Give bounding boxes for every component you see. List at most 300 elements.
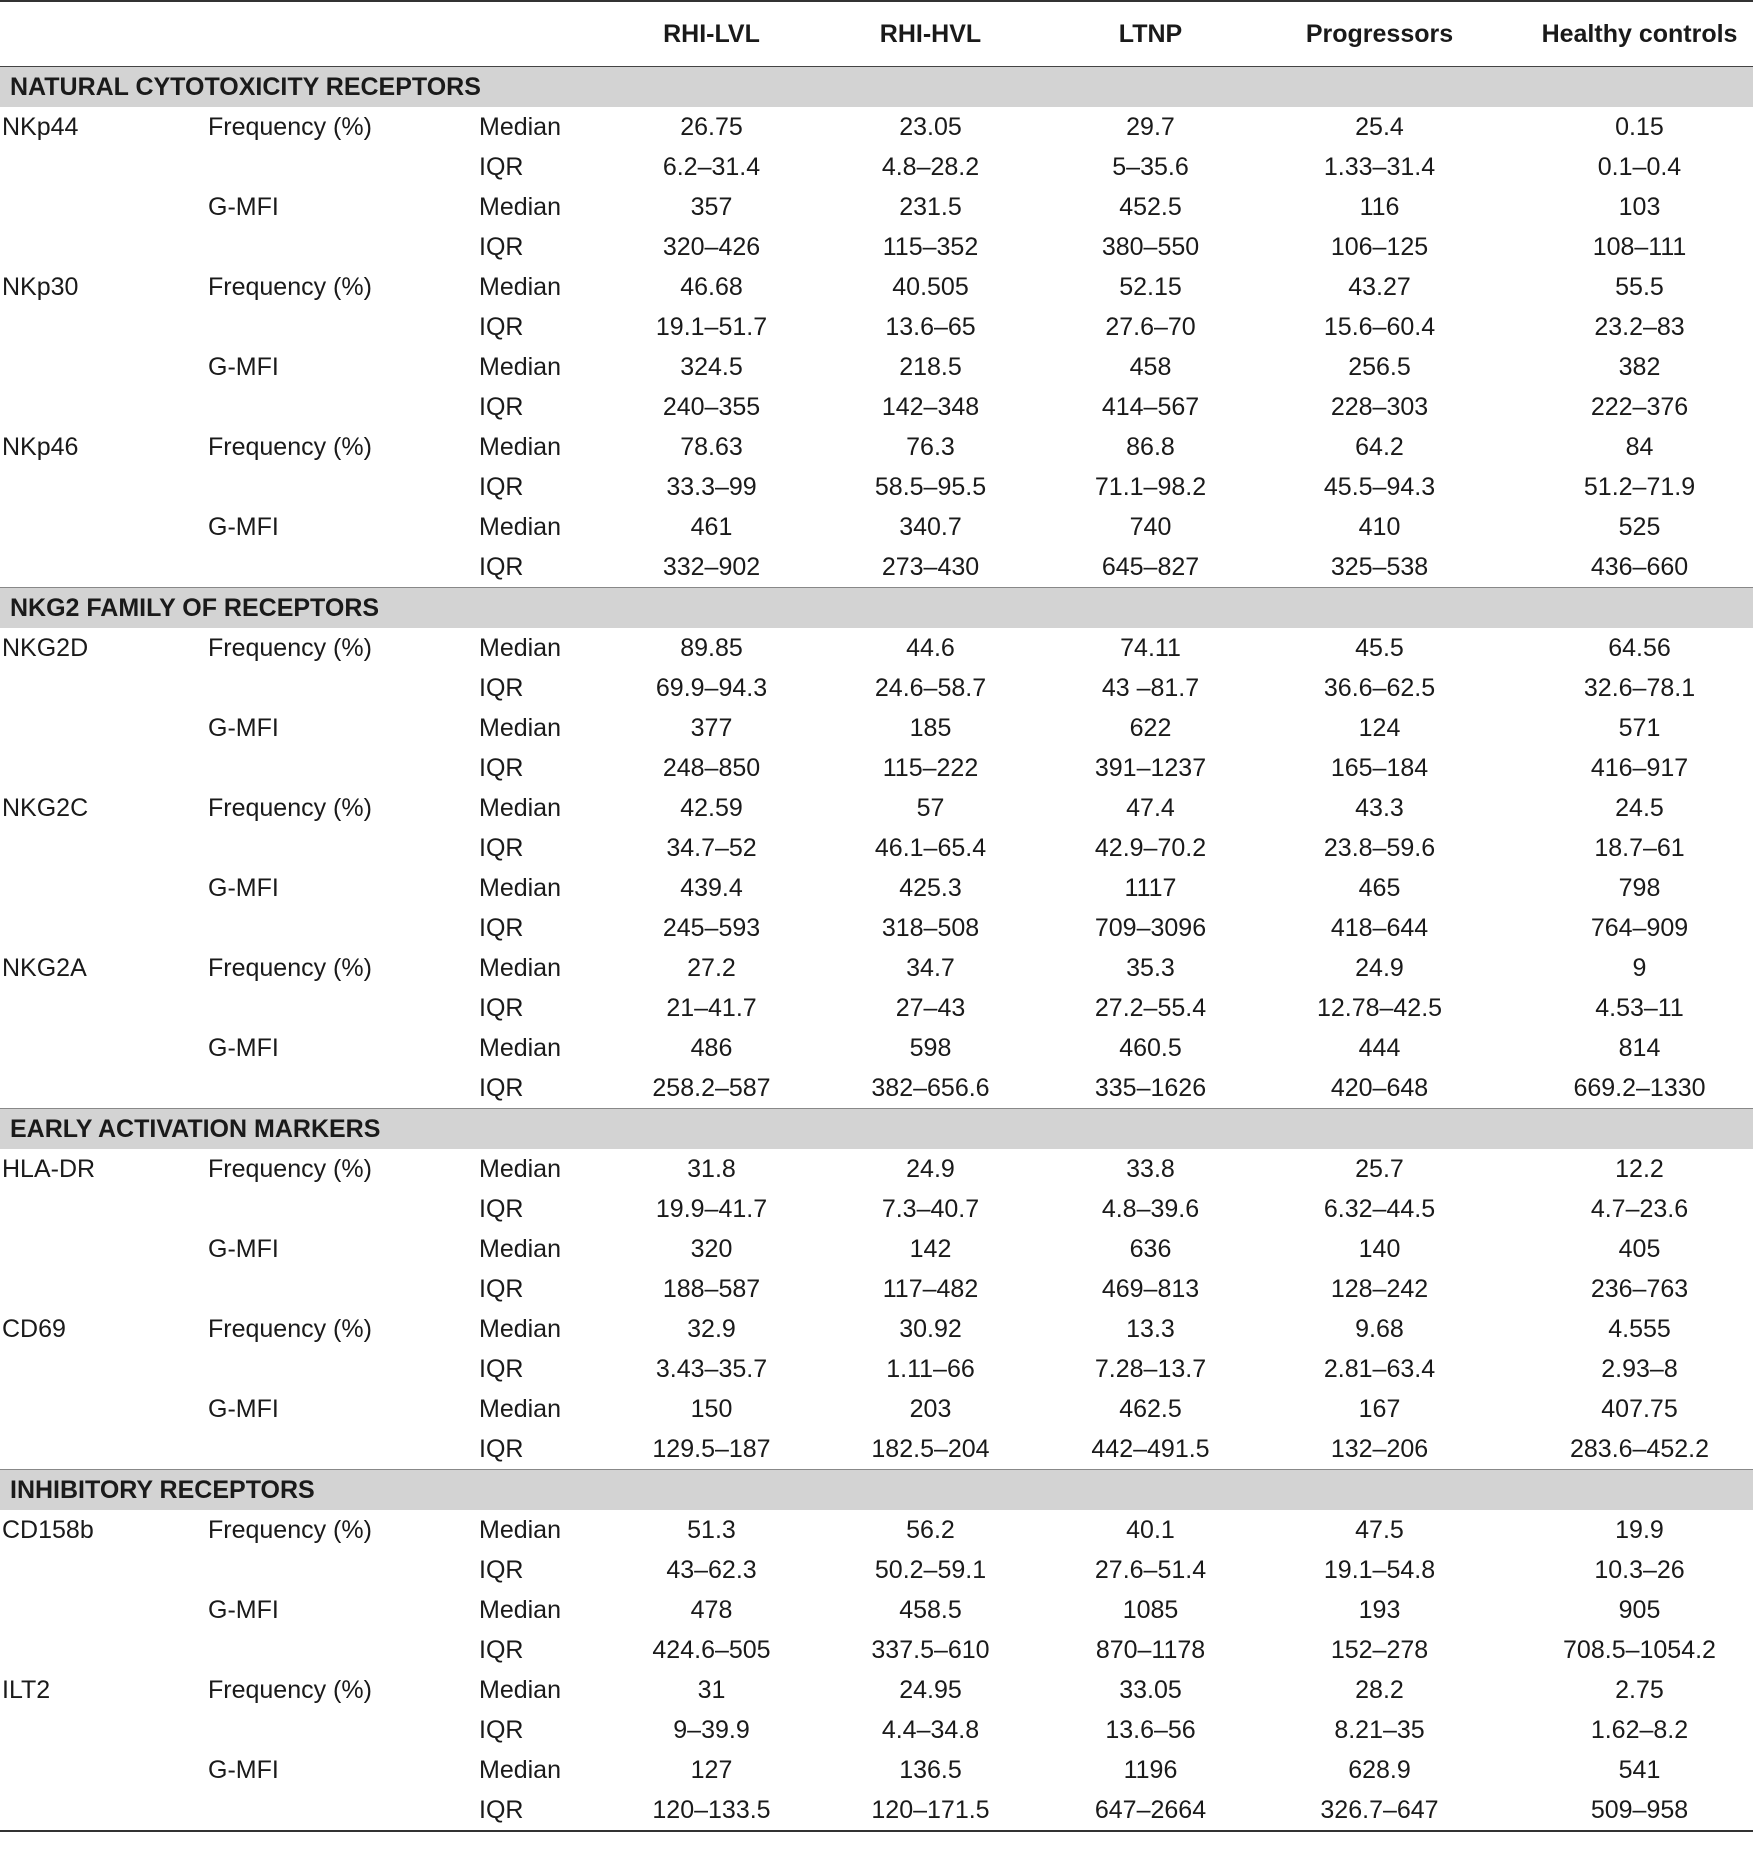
- value-cell: 407.75: [1601, 1395, 1678, 1423]
- value-cell: 469–813: [1101, 1275, 1200, 1303]
- table-row: [0, 788, 1753, 828]
- metric-cell: Frequency (%): [208, 1516, 372, 1544]
- value-cell: 462.5: [1119, 1395, 1182, 1423]
- value-cell: 622: [1129, 714, 1172, 742]
- value-cell: 27.6–51.4: [1094, 1556, 1207, 1584]
- value-cell: 764–909: [1590, 914, 1689, 942]
- marker-cell: NKG2A: [2, 954, 87, 982]
- value-cell: 1.11–66: [886, 1355, 975, 1383]
- value-cell: 5–35.6: [1112, 153, 1189, 181]
- value-cell: 120–133.5: [652, 1796, 771, 1824]
- metric-cell: [190, 668, 455, 708]
- value-cell: 382–656.6: [871, 1074, 990, 1102]
- statistic-cell: Median: [479, 714, 561, 742]
- marker-cell: NKp46: [2, 433, 79, 461]
- value-cell: 324.5: [680, 353, 743, 381]
- marker-cell: [0, 347, 190, 387]
- table-row: [0, 507, 1753, 547]
- metric-cell: [190, 1710, 455, 1750]
- table-row: [0, 1429, 1753, 1470]
- value-cell: 240–355: [662, 393, 761, 421]
- value-cell: 23.05: [899, 113, 962, 141]
- marker-cell: ILT2: [2, 1676, 51, 1704]
- value-cell: 258.2–587: [652, 1074, 771, 1102]
- marker-cell: [0, 1068, 190, 1109]
- value-cell: 42.9–70.2: [1094, 834, 1207, 862]
- column-header: [455, 2, 630, 67]
- marker-cell: [0, 1349, 190, 1389]
- bottom-rule: [0, 1831, 1753, 1832]
- value-cell: 0.15: [1615, 113, 1664, 141]
- marker-cell: [0, 1550, 190, 1590]
- value-cell: 89.85: [680, 634, 743, 662]
- statistic-cell: Median: [479, 1756, 561, 1784]
- value-cell: 24.9: [906, 1155, 955, 1183]
- section-title: EARLY ACTIVATION MARKERS: [0, 1109, 1753, 1150]
- table-row: [0, 187, 1753, 227]
- value-cell: 46.68: [680, 273, 743, 301]
- value-cell: 103: [1618, 193, 1661, 221]
- metric-cell: [190, 307, 455, 347]
- value-cell: 424.6–505: [652, 1636, 771, 1664]
- value-cell: 86.8: [1126, 433, 1175, 461]
- metric-cell: Frequency (%): [208, 794, 372, 822]
- table-row: [0, 828, 1753, 868]
- statistic-cell: IQR: [479, 473, 524, 501]
- value-cell: 273–430: [881, 553, 980, 581]
- marker-cell: [0, 1028, 190, 1068]
- statistic-cell: Median: [479, 113, 561, 141]
- statistic-cell: Median: [479, 1235, 561, 1263]
- metric-cell: [190, 1189, 455, 1229]
- value-cell: 439.4: [680, 874, 743, 902]
- value-cell: 13.6–65: [885, 313, 976, 341]
- value-cell: 120–171.5: [871, 1796, 990, 1824]
- metric-cell: Frequency (%): [208, 634, 372, 662]
- metric-cell: [190, 1269, 455, 1309]
- metric-cell: G-MFI: [208, 1235, 279, 1263]
- value-cell: 203: [909, 1395, 952, 1423]
- metric-cell: [190, 1790, 455, 1831]
- header-row: [0, 2, 1753, 67]
- value-cell: 142: [909, 1235, 952, 1263]
- value-cell: 0.1–0.4: [1597, 153, 1682, 181]
- marker-cell: [0, 1389, 190, 1429]
- marker-cell: [0, 227, 190, 267]
- marker-cell: [0, 1710, 190, 1750]
- value-cell: 71.1–98.2: [1094, 473, 1207, 501]
- value-cell: 256.5: [1348, 353, 1411, 381]
- statistic-cell: IQR: [479, 1435, 524, 1463]
- table-row: [0, 988, 1753, 1028]
- value-cell: 27.2–55.4: [1094, 994, 1207, 1022]
- value-cell: 4.555: [1608, 1315, 1671, 1343]
- value-cell: 33.05: [1119, 1676, 1182, 1704]
- marker-cell: [0, 507, 190, 547]
- value-cell: 150: [690, 1395, 733, 1423]
- value-cell: 24.9: [1355, 954, 1404, 982]
- value-cell: 140: [1358, 1235, 1401, 1263]
- value-cell: 2.81–63.4: [1323, 1355, 1436, 1383]
- value-cell: 636: [1129, 1235, 1172, 1263]
- value-cell: 18.7–61: [1594, 834, 1685, 862]
- value-cell: 29.7: [1126, 113, 1175, 141]
- value-cell: 36.6–62.5: [1323, 674, 1436, 702]
- metric-cell: [190, 828, 455, 868]
- value-cell: 34.7: [906, 954, 955, 982]
- value-cell: 136.5: [899, 1756, 962, 1784]
- value-cell: 35.3: [1126, 954, 1175, 982]
- marker-cell: [0, 307, 190, 347]
- value-cell: 458: [1129, 353, 1172, 381]
- marker-cell: NKp44: [2, 113, 79, 141]
- marker-cell: [0, 1790, 190, 1831]
- value-cell: 43–62.3: [666, 1556, 757, 1584]
- value-cell: 9–39.9: [673, 1716, 750, 1744]
- value-cell: 24.6–58.7: [874, 674, 987, 702]
- table-row: [0, 107, 1753, 147]
- metric-cell: Frequency (%): [208, 1155, 372, 1183]
- statistic-cell: IQR: [479, 1195, 524, 1223]
- table-row: [0, 267, 1753, 307]
- statistic-cell: IQR: [479, 1716, 524, 1744]
- value-cell: 377: [690, 714, 733, 742]
- value-cell: 84: [1625, 433, 1654, 461]
- table-row: [0, 347, 1753, 387]
- value-cell: 228–303: [1330, 393, 1429, 421]
- value-cell: 478: [690, 1596, 733, 1624]
- value-cell: 47.5: [1355, 1516, 1404, 1544]
- metric-cell: [190, 988, 455, 1028]
- column-header: [0, 2, 190, 67]
- statistic-cell: Median: [479, 794, 561, 822]
- value-cell: 1196: [1123, 1756, 1178, 1784]
- metric-cell: G-MFI: [208, 1756, 279, 1784]
- value-cell: 27–43: [895, 994, 966, 1022]
- value-cell: 43.27: [1348, 273, 1411, 301]
- value-cell: 905: [1618, 1596, 1661, 1624]
- value-cell: 31: [697, 1676, 726, 1704]
- table-row: [0, 427, 1753, 467]
- value-cell: 25.7: [1355, 1155, 1404, 1183]
- metric-cell: Frequency (%): [208, 1315, 372, 1343]
- value-cell: 320–426: [662, 233, 761, 261]
- table-header: [0, 1, 1753, 67]
- marker-cell: [0, 147, 190, 187]
- marker-cell: NKp30: [2, 273, 79, 301]
- value-cell: 33.3–99: [666, 473, 757, 501]
- value-cell: 283.6–452.2: [1569, 1435, 1710, 1463]
- value-cell: 23.8–59.6: [1323, 834, 1436, 862]
- metric-cell: G-MFI: [208, 1395, 279, 1423]
- value-cell: 218.5: [899, 353, 962, 381]
- metric-cell: G-MFI: [208, 714, 279, 742]
- value-cell: 335–1626: [1094, 1074, 1207, 1102]
- marker-cell: CD69: [2, 1315, 66, 1343]
- table-row: [0, 467, 1753, 507]
- section-header-row: [0, 588, 1753, 629]
- value-cell: 416–917: [1590, 754, 1689, 782]
- value-cell: 320: [690, 1235, 733, 1263]
- value-cell: 870–1178: [1095, 1636, 1206, 1664]
- table-row: [0, 1510, 1753, 1550]
- table-row: [0, 628, 1753, 668]
- table-row: [0, 1590, 1753, 1630]
- value-cell: 188–587: [662, 1275, 761, 1303]
- statistic-cell: IQR: [479, 1355, 524, 1383]
- statistic-cell: IQR: [479, 914, 524, 942]
- statistic-cell: IQR: [479, 1074, 524, 1102]
- value-cell: 127: [690, 1756, 733, 1784]
- metric-cell: [190, 227, 455, 267]
- value-cell: 25.4: [1355, 113, 1404, 141]
- marker-cell: [0, 1750, 190, 1790]
- statistic-cell: IQR: [479, 834, 524, 862]
- value-cell: 380–550: [1101, 233, 1200, 261]
- metric-cell: G-MFI: [208, 193, 279, 221]
- metric-cell: G-MFI: [208, 1034, 279, 1062]
- value-cell: 7.28–13.7: [1094, 1355, 1207, 1383]
- value-cell: 4.4–34.8: [881, 1716, 980, 1744]
- value-cell: 420–648: [1330, 1074, 1429, 1102]
- table-row: [0, 1349, 1753, 1389]
- value-cell: 28.2: [1355, 1676, 1404, 1704]
- statistic-cell: IQR: [479, 1796, 524, 1824]
- value-cell: 55.5: [1615, 273, 1664, 301]
- value-cell: 108–111: [1592, 233, 1687, 261]
- statistic-cell: Median: [479, 1315, 561, 1343]
- table-row: [0, 1630, 1753, 1670]
- table-row: [0, 1670, 1753, 1710]
- value-cell: 7.3–40.7: [881, 1195, 980, 1223]
- marker-cell: NKG2D: [2, 634, 89, 662]
- value-cell: 19.1–51.7: [655, 313, 768, 341]
- value-cell: 152–278: [1330, 1636, 1429, 1664]
- table-row: [0, 1068, 1753, 1109]
- value-cell: 30.92: [899, 1315, 962, 1343]
- value-cell: 40.505: [892, 273, 969, 301]
- section-title: NATURAL CYTOTOXICITY RECEPTORS: [0, 67, 1753, 108]
- table-row: [0, 1189, 1753, 1229]
- marker-cell: [0, 1429, 190, 1470]
- marker-cell: HLA-DR: [2, 1155, 96, 1183]
- value-cell: 9: [1632, 954, 1647, 982]
- value-cell: 541: [1618, 1756, 1661, 1784]
- statistic-cell: Median: [479, 1516, 561, 1544]
- statistic-cell: Median: [479, 634, 561, 662]
- value-cell: 57: [916, 794, 945, 822]
- statistic-cell: IQR: [479, 1275, 524, 1303]
- value-cell: 19.9–41.7: [655, 1195, 768, 1223]
- value-cell: 58.5–95.5: [874, 473, 987, 501]
- value-cell: 3.43–35.7: [655, 1355, 768, 1383]
- metric-cell: G-MFI: [208, 1596, 279, 1624]
- statistic-cell: IQR: [479, 994, 524, 1022]
- marker-cell: [0, 387, 190, 427]
- marker-cell: [0, 1590, 190, 1630]
- statistic-cell: Median: [479, 1596, 561, 1624]
- statistic-cell: IQR: [479, 1556, 524, 1584]
- value-cell: 436–660: [1590, 553, 1689, 581]
- marker-cell: [0, 828, 190, 868]
- value-cell: 4.8–28.2: [881, 153, 980, 181]
- column-header: RHI-LVL: [630, 2, 793, 67]
- metric-cell: G-MFI: [208, 874, 279, 902]
- value-cell: 78.63: [680, 433, 743, 461]
- value-cell: 19.9: [1615, 1516, 1664, 1544]
- metric-cell: [190, 147, 455, 187]
- metric-cell: Frequency (%): [208, 1676, 372, 1704]
- table-row: [0, 547, 1753, 588]
- statistic-cell: IQR: [479, 1636, 524, 1664]
- value-cell: 325–538: [1330, 553, 1429, 581]
- value-cell: 13.3: [1126, 1315, 1175, 1343]
- value-cell: 74.11: [1120, 634, 1181, 662]
- value-cell: 357: [690, 193, 733, 221]
- section-header-row: [0, 67, 1753, 108]
- statistic-cell: IQR: [479, 754, 524, 782]
- value-cell: 34.7–52: [666, 834, 757, 862]
- column-header: Healthy controls: [1526, 2, 1753, 67]
- marker-cell: NKG2C: [2, 794, 89, 822]
- metric-cell: Frequency (%): [208, 113, 372, 141]
- statistic-cell: Median: [479, 513, 561, 541]
- table-row: [0, 1550, 1753, 1590]
- value-cell: 410: [1358, 513, 1401, 541]
- value-cell: 12.2: [1615, 1155, 1664, 1183]
- metric-cell: [190, 1550, 455, 1590]
- value-cell: 740: [1129, 513, 1172, 541]
- table-row: [0, 1028, 1753, 1068]
- value-cell: 24.95: [899, 1676, 962, 1704]
- metric-cell: Frequency (%): [208, 433, 372, 461]
- value-cell: 4.7–23.6: [1590, 1195, 1689, 1223]
- metric-cell: [190, 467, 455, 507]
- value-cell: 248–850: [662, 754, 761, 782]
- table-row: [0, 708, 1753, 748]
- value-cell: 4.8–39.6: [1101, 1195, 1200, 1223]
- statistic-cell: Median: [479, 1034, 561, 1062]
- value-cell: 10.3–26: [1594, 1556, 1685, 1584]
- statistic-cell: Median: [479, 874, 561, 902]
- value-cell: 69.9–94.3: [655, 674, 768, 702]
- value-cell: 44.6: [906, 634, 955, 662]
- value-cell: 8.21–35: [1334, 1716, 1425, 1744]
- value-cell: 2.75: [1615, 1676, 1664, 1704]
- metric-cell: Frequency (%): [208, 954, 372, 982]
- value-cell: 56.2: [906, 1516, 955, 1544]
- table-row: [0, 1750, 1753, 1790]
- statistic-cell: Median: [479, 1395, 561, 1423]
- value-cell: 26.75: [680, 113, 743, 141]
- value-cell: 4.53–11: [1595, 994, 1684, 1022]
- table-row: [0, 1710, 1753, 1750]
- table-row: [0, 868, 1753, 908]
- value-cell: 598: [909, 1034, 952, 1062]
- marker-cell: CD158b: [2, 1516, 94, 1544]
- marker-cell: [0, 908, 190, 948]
- table-row: [0, 147, 1753, 187]
- marker-cell: [0, 187, 190, 227]
- value-cell: 509–958: [1590, 1796, 1689, 1824]
- value-cell: 129.5–187: [652, 1435, 771, 1463]
- value-cell: 814: [1618, 1034, 1661, 1062]
- value-cell: 382: [1618, 353, 1661, 381]
- value-cell: 425.3: [899, 874, 962, 902]
- value-cell: 222–376: [1590, 393, 1689, 421]
- value-cell: 1117: [1124, 874, 1177, 902]
- value-cell: 628.9: [1348, 1756, 1411, 1784]
- statistic-cell: Median: [479, 433, 561, 461]
- value-cell: 236–763: [1590, 1275, 1689, 1303]
- value-cell: 117–482: [882, 1275, 979, 1303]
- value-cell: 391–1237: [1094, 754, 1207, 782]
- marker-cell: [0, 668, 190, 708]
- value-cell: 106–125: [1330, 233, 1429, 261]
- value-cell: 31.8: [687, 1155, 736, 1183]
- value-cell: 27.2: [687, 954, 736, 982]
- marker-cell: [0, 708, 190, 748]
- value-cell: 76.3: [906, 433, 955, 461]
- marker-cell: [0, 868, 190, 908]
- value-cell: 23.2–83: [1594, 313, 1685, 341]
- value-cell: 318–508: [881, 914, 980, 942]
- value-cell: 486: [690, 1034, 733, 1062]
- marker-cell: [0, 547, 190, 588]
- value-cell: 128–242: [1330, 1275, 1429, 1303]
- value-cell: 465: [1358, 874, 1401, 902]
- value-cell: 47.4: [1126, 794, 1175, 822]
- value-cell: 45.5: [1355, 634, 1404, 662]
- value-cell: 6.2–31.4: [662, 153, 761, 181]
- value-cell: 40.1: [1126, 1516, 1175, 1544]
- value-cell: 115–352: [882, 233, 979, 261]
- statistic-cell: IQR: [479, 393, 524, 421]
- value-cell: 442–491.5: [1091, 1435, 1210, 1463]
- value-cell: 15.6–60.4: [1323, 313, 1436, 341]
- value-cell: 32.6–78.1: [1583, 674, 1696, 702]
- value-cell: 6.32–44.5: [1323, 1195, 1436, 1223]
- metric-cell: [190, 1429, 455, 1470]
- value-cell: 458.5: [899, 1596, 962, 1624]
- value-cell: 193: [1358, 1596, 1401, 1624]
- value-cell: 231.5: [899, 193, 962, 221]
- value-cell: 332–902: [662, 553, 761, 581]
- statistic-cell: Median: [479, 353, 561, 381]
- table-row: [0, 1389, 1753, 1429]
- value-cell: 185: [909, 714, 952, 742]
- value-cell: 182.5–204: [871, 1435, 990, 1463]
- value-cell: 452.5: [1119, 193, 1182, 221]
- value-cell: 32.9: [687, 1315, 736, 1343]
- metric-cell: [190, 1630, 455, 1670]
- value-cell: 33.8: [1126, 1155, 1175, 1183]
- value-cell: 1.62–8.2: [1590, 1716, 1689, 1744]
- table-row: [0, 948, 1753, 988]
- statistic-cell: IQR: [479, 313, 524, 341]
- metric-cell: [190, 1068, 455, 1109]
- value-cell: 245–593: [662, 914, 761, 942]
- section-title: NKG2 FAMILY OF RECEPTORS: [0, 588, 1753, 629]
- value-cell: 43 –81.7: [1101, 674, 1200, 702]
- value-cell: 1.33–31.4: [1323, 153, 1436, 181]
- value-cell: 647–2664: [1094, 1796, 1207, 1824]
- value-cell: 13.6–56: [1105, 1716, 1196, 1744]
- section-header-row: [0, 1109, 1753, 1150]
- marker-cell: [0, 1229, 190, 1269]
- marker-cell: [0, 1189, 190, 1229]
- column-header: Progressors: [1233, 2, 1526, 67]
